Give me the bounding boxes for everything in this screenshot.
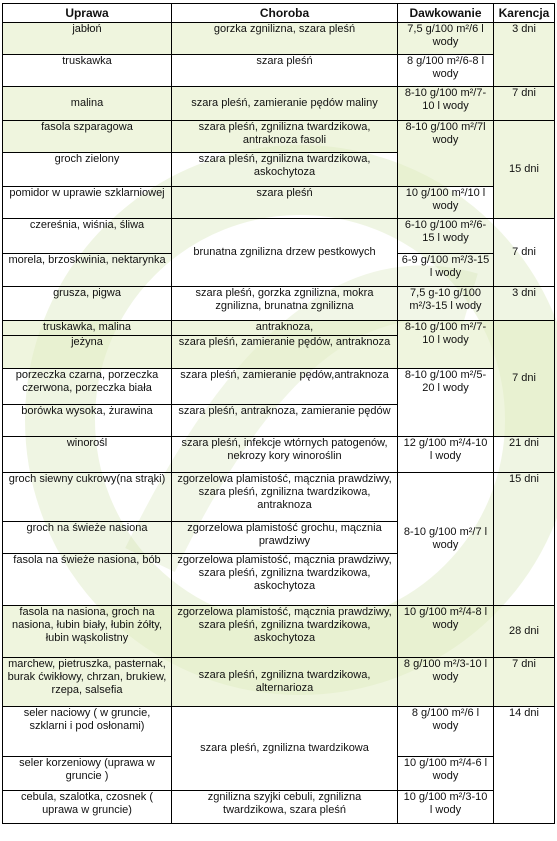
dawka-cell: 8-10 g/100 m²/7-10 l wody (398, 321, 494, 369)
table-row (3, 121, 555, 153)
uprawa-cell: fasola na nasiona, groch na nasiona, łubin biały, łubin żółty, łubin wąskolistny (3, 606, 172, 658)
uprawa-cell: porzeczka czarna, porzeczka czerwona, porzeczka biała (3, 369, 172, 405)
header-choroba: Choroba (172, 4, 398, 23)
choroba-cell: szara pleśń, zamieranie pędów maliny (172, 87, 398, 121)
uprawa-cell: groch na świeże nasiona (3, 522, 172, 554)
uprawa-cell: czereśnia, wiśnia, śliwa (3, 219, 172, 254)
table-row (3, 658, 555, 707)
choroba-cell: szara pleśń, zamieranie pędów,antraknoza (172, 369, 398, 405)
choroba-cell: szara pleśń, antraknoza, zamieranie pędów (172, 405, 398, 437)
karencja-cell: 14 dni (494, 707, 555, 824)
choroba-cell: antraknoza, (172, 321, 398, 336)
uprawa-cell: fasola na świeże nasiona, bób (3, 554, 172, 606)
table-row (3, 55, 555, 87)
choroba-cell: szara pleśń (172, 55, 398, 87)
treatment-table (2, 3, 555, 824)
uprawa-cell: pomidor w uprawie szklarniowej (3, 187, 172, 219)
table-row (3, 187, 555, 219)
karencja-cell: 3 dni (494, 287, 555, 321)
choroba-cell: szara pleśń, zgnilizna twardzikowa, askochytoza (172, 153, 398, 187)
uprawa-cell: jabłoń (3, 23, 172, 55)
karencja-cell: 7 dni (494, 658, 555, 707)
uprawa-cell: seler korzeniowy (uprawa w gruncie ) (3, 757, 172, 791)
uprawa-cell: truskawka, malina (3, 321, 172, 336)
choroba-cell: zgorzelowa plamistość, mącznia prawdziwy, szara pleśń, zgnilizna twardzikowa, askochytoza (172, 554, 398, 606)
dawka-cell: 8 g/100 m²/3-10 l wody (398, 658, 494, 707)
table-row (3, 606, 555, 658)
choroba-cell: szara pleśń, zgnilizna twardzikowa, antraknoza fasoli (172, 121, 398, 153)
header-karencja: Karencja (494, 4, 555, 23)
karencja-cell: 7 dni (494, 87, 555, 121)
dawka-cell: 7,5 g/100 m²/6 l wody (398, 23, 494, 55)
karencja-cell: 28 dni (494, 606, 555, 658)
uprawa-cell: grusza, pigwa (3, 287, 172, 321)
dawka-cell: 8-10 g/100 m²/5-20 l wody (398, 369, 494, 437)
table-row (3, 23, 555, 55)
table-row (3, 219, 555, 254)
dawka-cell: 12 g/100 m²/4-10 l wody (398, 437, 494, 473)
dawka-cell: 10 g/100 m²/4-8 l wody (398, 606, 494, 658)
karencja-cell: 3 dni (494, 23, 555, 87)
dawka-cell: 8-10 g/100 m²/7 l wody (398, 473, 494, 606)
uprawa-cell: cebula, szalotka, czosnek ( uprawa w gruncie) (3, 791, 172, 824)
uprawa-cell: borówka wysoka, żurawina (3, 405, 172, 437)
choroba-cell: szara pleśń, infekcje wtórnych patogenów, nekrozy kory winoroślin (172, 437, 398, 473)
choroba-cell: zgorzelowa plamistość, mącznia prawdziwy, szara pleśń, zgnilizna twardzikowa, askochytoza (172, 606, 398, 658)
karencja-cell: 7 dni (494, 321, 555, 437)
dawka-cell: 8-10 g/100 m²/7-10 l wody (398, 87, 494, 121)
header-uprawa: Uprawa (3, 4, 172, 23)
choroba-cell: zgnilizna szyjki cebuli, zgnilizna twardzikowa, szara pleśń (172, 791, 398, 824)
uprawa-cell: jeżyna (3, 336, 172, 369)
table-row (3, 321, 555, 336)
dawka-cell: 6-9 g/100 m²/3-15 l wody (398, 254, 494, 287)
uprawa-cell: marchew, pietruszka, pasternak, burak ćwikłowy, chrzan, brukiew, rzepa, salsefia (3, 658, 172, 707)
karencja-cell: 21 dni (494, 437, 555, 473)
karencja-cell: 7 dni (494, 219, 555, 287)
table-row (3, 369, 555, 405)
uprawa-cell: truskawka (3, 55, 172, 87)
dawka-cell: 10 g/100 m²/4-6 l wody (398, 757, 494, 791)
uprawa-cell: winorośl (3, 437, 172, 473)
choroba-cell: brunatna zgnilizna drzew pestkowych (172, 219, 398, 287)
dawka-cell: 8 g/100 m²/6 l wody (398, 707, 494, 757)
choroba-cell: zgorzelowa plamistość, mącznia prawdziwy, szara pleśń, zgnilizna twardzikowa, antraknoza (172, 473, 398, 522)
choroba-cell: szara pleśń, gorzka zgnilizna, mokra zgnilizna, brunatna zgnilizna (172, 287, 398, 321)
uprawa-cell: fasola szparagowa (3, 121, 172, 153)
uprawa-cell: groch zielony (3, 153, 172, 187)
uprawa-cell: groch siewny cukrowy(na strąki) (3, 473, 172, 522)
table-row (3, 437, 555, 473)
uprawa-cell: morela, brzoskwinia, nektarynka (3, 254, 172, 287)
table-row (3, 473, 555, 522)
header-dawkowanie: Dawkowanie (398, 4, 494, 23)
karencja-cell: 15 dni (494, 121, 555, 219)
dawka-cell: 10 g/100 m²/10 l wody (398, 187, 494, 219)
choroba-cell: gorzka zgnilizna, szara pleśń (172, 23, 398, 55)
header-row (3, 4, 555, 23)
table-row (3, 707, 555, 757)
dawka-cell: 7,5 g-10 g/100 m²/3-15 l wody (398, 287, 494, 321)
choroba-cell: szara pleśń, zgnilizna twardzikowa, alternarioza (172, 658, 398, 707)
dawka-cell: 8-10 g/100 m²/7l wody (398, 121, 494, 187)
choroba-cell: szara pleśń, zgnilizna twardzikowa (172, 707, 398, 791)
choroba-cell: zgorzelowa plamistość grochu, mącznia prawdziwy (172, 522, 398, 554)
karencja-cell: 15 dni (494, 473, 555, 606)
dawka-cell: 8 g/100 m²/6-8 l wody (398, 55, 494, 87)
table-row (3, 791, 555, 824)
table-row (3, 87, 555, 121)
uprawa-cell: seler naciowy ( w gruncie, szklarni i pod osłonami) (3, 707, 172, 757)
choroba-cell: szara pleśń, zamieranie pędów, antraknoza (172, 336, 398, 369)
dawka-cell: 10 g/100 m²/3-10 l wody (398, 791, 494, 824)
dawka-cell: 6-10 g/100 m²/6-15 l wody (398, 219, 494, 254)
choroba-cell: szara pleśń (172, 187, 398, 219)
table-row (3, 287, 555, 321)
uprawa-cell: malina (3, 87, 172, 121)
